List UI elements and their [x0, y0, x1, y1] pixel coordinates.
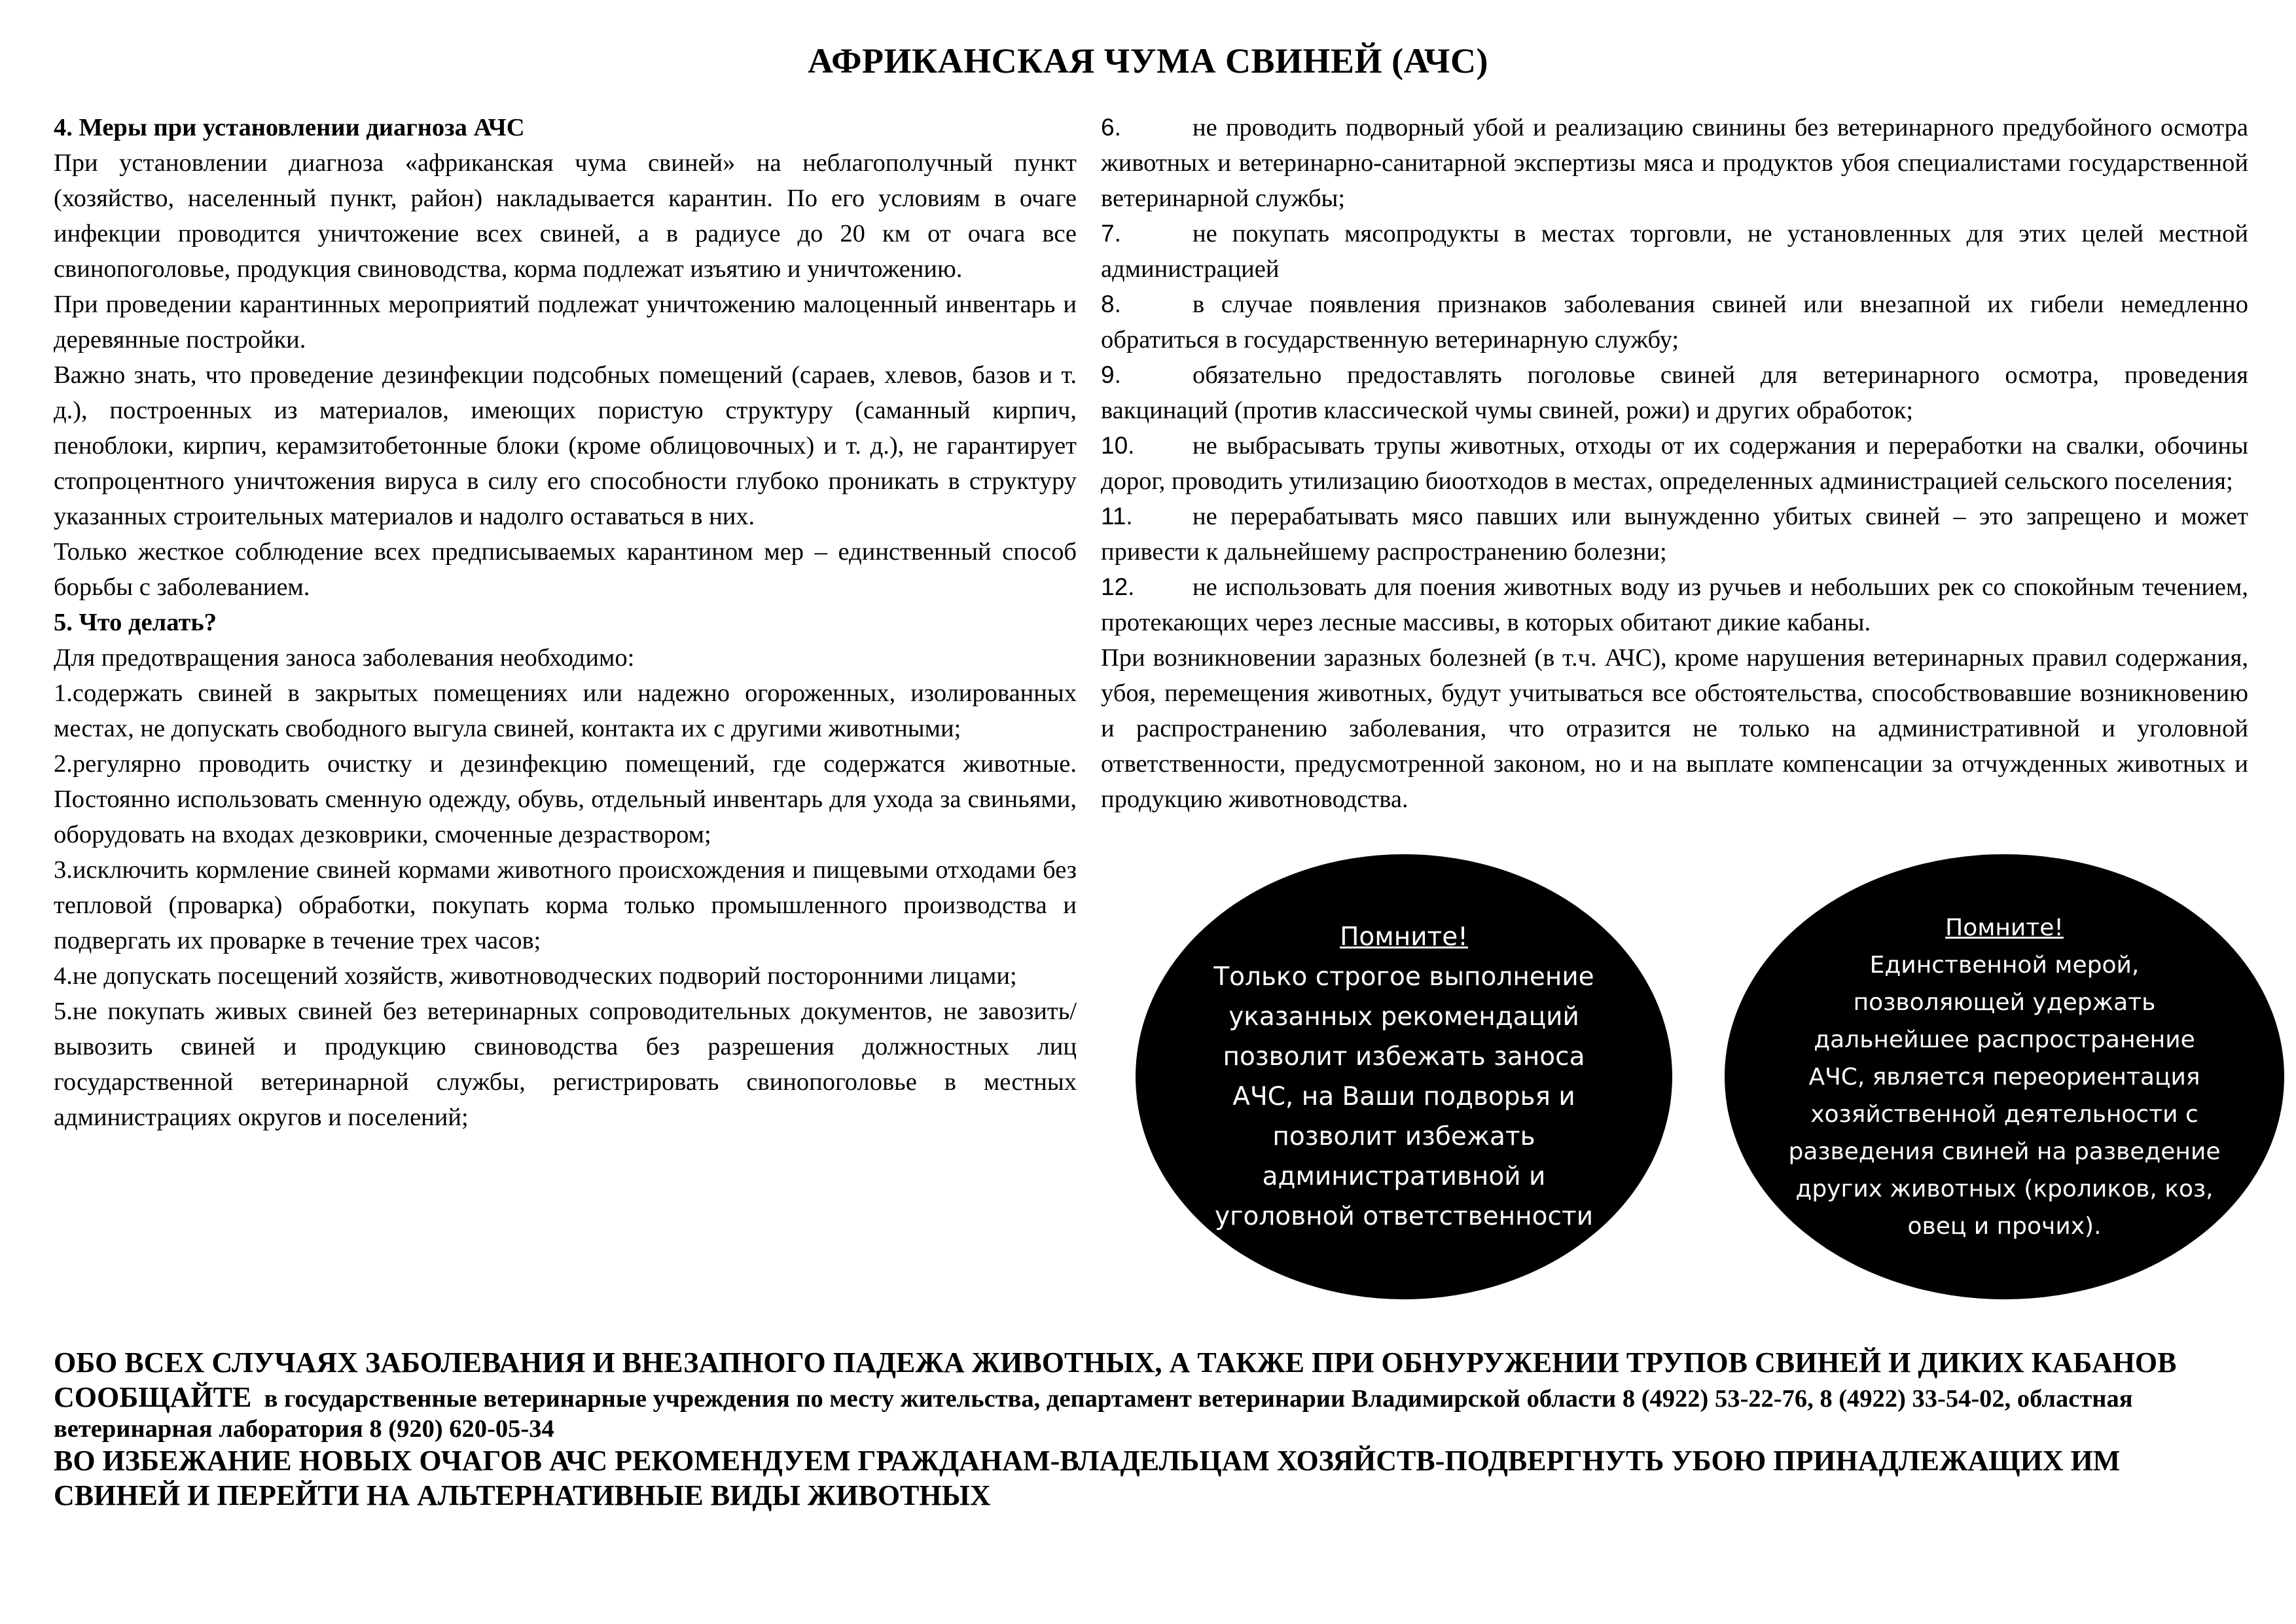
section-4-paragraph: Только жесткое соблюдение всех предписываемых карантином мер – единственный способ борьбы с заболеванием.: [54, 538, 1077, 601]
list-item: [1101, 569, 2248, 640]
item-text: не использовать для поения животных воду из ручьев и небольших рек со спокойным течением, протекающих через лесные массивы, в которых обитают дикие кабаны.: [1101, 573, 2248, 636]
footer-notice: [54, 1345, 2253, 1513]
footer-contacts: в государственные ветеринарные учреждения по месту жительства, департамент ветеринарии Владимирской области 8 (4922) 53-22-76, 8 (4922) 33-54-02, областная ветеринарная лаборатория 8 (920) 620-05-34: [54, 1385, 2133, 1443]
closing-paragraph: При возникновении заразных болезней (в т.ч. АЧС), кроме нарушения ветеринарных правил содержания, убоя, перемещения животных, будут учитываться все обстоятельства, способствовавшие возникновению и распространению заболевания, что отразится не только на административной и уголовной ответственности, предусмотренной законом, но и на выплате компенсации за отчужденных животных и продукцию животноводства.: [1101, 644, 2248, 813]
list-item: 1.содержать свиней в закрытых помещениях или надежно огороженных, изолированных местах, не допускать свободного выгула свиней, контакта их с другими животными;: [54, 679, 1077, 742]
section-4-paragraph: При проведении карантинных мероприятий подлежат уничтожению малоценный инвентарь и деревянные постройки.: [54, 291, 1077, 353]
list-item: [1101, 428, 2248, 499]
reminder-text: Только строгое выполнение указанных рекомендаций позволит избежать заноса АЧС, на Ваши подворья и позволит избежать административной и уголовной ответственности: [1213, 962, 1594, 1231]
item-number: 7.: [1101, 220, 1121, 247]
report-word: СООБЩАЙТЕ: [54, 1381, 252, 1413]
reminder-heading: Помните!: [1945, 914, 2064, 941]
reminder-text: Единственной мерой, позволяющей удержать дальнейшее распространение АЧС, является переориентация хозяйственной деятельности с разведения свиней на разведение других животных (кроликов, коз, овец и прочих).: [1788, 951, 2221, 1240]
list-item: [1101, 110, 2248, 216]
item-text: не проводить подворный убой и реализацию свинины без ветеринарного предубойного осмотра животных и ветеринарно-санитарной экспертизы мяса и продуктов убоя специалистами государственной ветеринарной службы;: [1101, 114, 2248, 212]
item-number: 10.: [1101, 432, 1135, 459]
footer-recommendation: ВО ИЗБЕЖАНИЕ НОВЫХ ОЧАГОВ АЧС РЕКОМЕНДУЕМ ГРАЖДАНАМ-ВЛАДЕЛЬЦАМ ХОЗЯЙСТВ-ПОДВЕРГНУТЬ УБОЮ ПРИНАДЛЕЖАЩИХ ИМ СВИНЕЙ И ПЕРЕЙТИ НА АЛЬТЕРНАТИВНЫЕ ВИДЫ ЖИВОТНЫХ: [54, 1445, 2121, 1511]
section-4-paragraph: При установлении диагноза «африканская чума свиней» на неблагополучный пункт (хозяйство, населенный пункт, район) накладывается карантин. По его условиям в очаге инфекции проводится уничтожение всех свиней, а в радиусе до 20 км от очага все свинопоголовье, продукция свиноводства, корма подлежат изъятию и уничтожению.: [54, 149, 1077, 283]
section-4-heading: 4. Меры при установлении диагноза АЧС: [54, 114, 525, 141]
list-item: [1101, 357, 2248, 428]
item-text: в случае появления признаков заболевания свиней или внезапной их гибели немедленно обратиться в государственную ветеринарную службу;: [1101, 291, 2248, 353]
item-number: 9.: [1101, 361, 1121, 388]
right-column: [1101, 110, 2248, 817]
list-item: [1101, 216, 2248, 287]
item-text: не покупать мясопродукты в местах торговли, не установленных для этих целей местной администрацией: [1101, 220, 2248, 283]
reminder-heading: Помните!: [1340, 922, 1468, 952]
left-column: [54, 110, 1077, 1135]
list-item: 5.не покупать живых свиней без ветеринарных сопроводительных документов, не завозить/вывозить свиней и продукцию свиноводства без разрешения должностных лиц государственной ветеринарной службы, регистрировать свинопоголовье в местных администрациях округов и поселений;: [54, 998, 1077, 1131]
item-text: не перерабатывать мясо павших или вынужденно убитых свиней – это запрещено и может привести к дальнейшему распространению болезни;: [1101, 503, 2248, 566]
item-number: 11.: [1101, 503, 1133, 530]
section-4-paragraph: Важно знать, что проведение дезинфекции подсобных помещений (сараев, хлевов, базов и т. д.), построенных из материалов, имеющих пористую структуру (саманный кирпич, пеноблоки, кирпич, керамзитобетонные блоки (кроме облицовочных) и т. д.), не гарантирует стопроцентного уничтожения вируса в силу его способности глубоко проникать в структуру указанных строительных материалов и надолго оставаться в них.: [54, 361, 1077, 530]
item-number: 6.: [1101, 114, 1121, 141]
item-number: 8.: [1101, 291, 1121, 317]
list-item: 3.исключить кормление свиней кормами животного происхождения и пищевыми отходами без тепловой (проварка) обработки, покупать корма только промышленного производства и подвергать их проварке в течение трех часов;: [54, 856, 1077, 954]
reminder-bubble-right: [1725, 854, 2284, 1299]
list-item: [1101, 287, 2248, 357]
list-item: [1101, 499, 2248, 569]
section-5-heading: 5. Что делать?: [54, 609, 217, 636]
item-text: не выбрасывать трупы животных, отходы от их содержания и переработки на свалки, обочины дорог, проводить утилизацию биоотходов в местах, определенных администрацией сельского поселения;: [1101, 432, 2248, 495]
document-title: АФРИКАНСКАЯ ЧУМА СВИНЕЙ (АЧС): [808, 41, 1488, 81]
item-text: обязательно предоставлять поголовье свиней для ветеринарного осмотра, проведения вакцинаций (против классической чумы свиней, рожи) и других обработок;: [1101, 361, 2248, 424]
list-item: 4.не допускать посещений хозяйств, животноводческих подворий посторонними лицами;: [54, 962, 1017, 990]
section-5-intro: Для предотвращения заноса заболевания необходимо:: [54, 644, 635, 672]
item-number: 12.: [1101, 573, 1135, 600]
list-item: 2.регулярно проводить очистку и дезинфекцию помещений, где содержатся животные. Постоянно использовать сменную одежду, обувь, отдельный инвентарь для ухода за свиньями, оборудовать на входах дезковрики, смоченные дезраствором;: [54, 750, 1077, 848]
footer-line-1: ОБО ВСЕХ СЛУЧАЯХ ЗАБОЛЕВАНИЯ И ВНЕЗАПНОГО ПАДЕЖА ЖИВОТНЫХ, А ТАКЖЕ ПРИ ОБНУРУЖЕНИИ ТРУПОВ СВИНЕЙ И ДИКИХ КАБАНОВ: [54, 1346, 2177, 1379]
reminder-bubble-left: [1136, 854, 1672, 1299]
footer-contacts-block: [54, 1380, 2253, 1443]
